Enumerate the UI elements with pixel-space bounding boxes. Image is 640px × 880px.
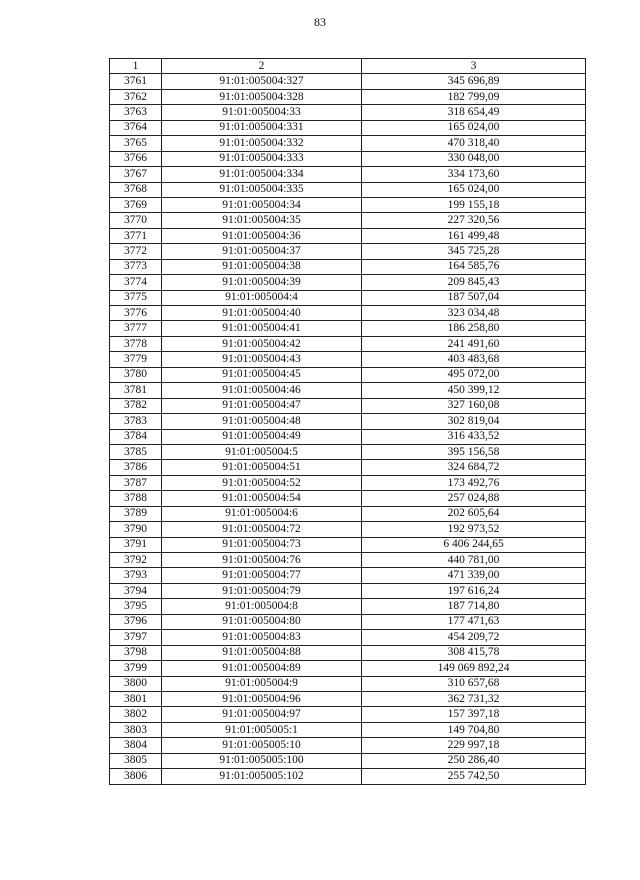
cadastral-number-cell: 91:01:005004:46: [162, 383, 362, 398]
row-number-cell: 3765: [110, 136, 162, 151]
cadastral-number-cell: 91:01:005004:38: [162, 259, 362, 274]
table-row: [110, 583, 586, 598]
cadastral-number-cell: 91:01:005004:42: [162, 336, 362, 351]
table-row: [110, 568, 586, 583]
table-row: [110, 630, 586, 645]
row-number-cell: 3769: [110, 197, 162, 212]
row-number-cell: 3780: [110, 367, 162, 382]
row-number-cell: 3800: [110, 676, 162, 691]
value-cell: 471 339,00: [362, 568, 586, 583]
table-row: [110, 228, 586, 243]
value-cell: 345 725,28: [362, 244, 586, 259]
cadastral-number-cell: 91:01:005004:51: [162, 460, 362, 475]
table-row: [110, 769, 586, 784]
table-row: [110, 167, 586, 182]
table-row: [110, 182, 586, 197]
cadastral-number-cell: 91:01:005004:79: [162, 583, 362, 598]
table-row: [110, 306, 586, 321]
row-number-cell: 3784: [110, 429, 162, 444]
cadastral-number-cell: 91:01:005004:331: [162, 120, 362, 135]
value-cell: 165 024,00: [362, 182, 586, 197]
table-row: [110, 321, 586, 336]
value-cell: 227 320,56: [362, 213, 586, 228]
value-cell: 440 781,00: [362, 553, 586, 568]
table-row: [110, 136, 586, 151]
value-cell: 345 696,89: [362, 74, 586, 89]
value-cell: 187 714,80: [362, 599, 586, 614]
cadastral-number-cell: 91:01:005004:49: [162, 429, 362, 444]
cadastral-number-cell: 91:01:005004:332: [162, 136, 362, 151]
page-number: 83: [314, 15, 326, 29]
value-cell: 318 654,49: [362, 105, 586, 120]
cadastral-number-cell: 91:01:005004:52: [162, 475, 362, 490]
table-row: [110, 429, 586, 444]
value-cell: 209 845,43: [362, 275, 586, 290]
cadastral-number-cell: 91:01:005004:72: [162, 522, 362, 537]
cadastral-number-cell: 91:01:005005:100: [162, 753, 362, 768]
table-row: [110, 599, 586, 614]
cadastral-table: [109, 58, 586, 785]
row-number-cell: 3776: [110, 306, 162, 321]
table-row: [110, 414, 586, 429]
cadastral-number-cell: 91:01:005004:48: [162, 414, 362, 429]
row-number-cell: 3795: [110, 599, 162, 614]
table-row: [110, 352, 586, 367]
cadastral-number-cell: 91:01:005004:333: [162, 151, 362, 166]
table-row: [110, 213, 586, 228]
table-row: [110, 506, 586, 521]
table-row: [110, 553, 586, 568]
row-number-cell: 3763: [110, 105, 162, 120]
row-number-cell: 3772: [110, 244, 162, 259]
table-row: [110, 444, 586, 459]
value-cell: 250 286,40: [362, 753, 586, 768]
row-number-cell: 3799: [110, 661, 162, 676]
row-number-cell: 3793: [110, 568, 162, 583]
table-row: [110, 475, 586, 490]
value-cell: 403 483,68: [362, 352, 586, 367]
table-row: [110, 367, 586, 382]
column-header: 1: [110, 59, 162, 74]
value-cell: 495 072,00: [362, 367, 586, 382]
row-number-cell: 3802: [110, 707, 162, 722]
row-number-cell: 3786: [110, 460, 162, 475]
cadastral-number-cell: 91:01:005004:97: [162, 707, 362, 722]
cadastral-number-cell: 91:01:005004:9: [162, 676, 362, 691]
value-cell: 173 492,76: [362, 475, 586, 490]
row-number-cell: 3798: [110, 645, 162, 660]
row-number-cell: 3796: [110, 614, 162, 629]
cadastral-number-cell: 91:01:005004:35: [162, 213, 362, 228]
value-cell: 330 048,00: [362, 151, 586, 166]
value-cell: 450 399,12: [362, 383, 586, 398]
cadastral-number-cell: 91:01:005005:10: [162, 738, 362, 753]
table-row: [110, 738, 586, 753]
row-number-cell: 3804: [110, 738, 162, 753]
value-cell: 149 704,80: [362, 722, 586, 737]
cadastral-number-cell: 91:01:005004:39: [162, 275, 362, 290]
table-row: [110, 244, 586, 259]
table-row: [110, 522, 586, 537]
row-number-cell: 3785: [110, 444, 162, 459]
table-row: [110, 197, 586, 212]
table-row: [110, 105, 586, 120]
row-number-cell: 3777: [110, 321, 162, 336]
row-number-cell: 3790: [110, 522, 162, 537]
table-row: [110, 89, 586, 104]
value-cell: 202 605,64: [362, 506, 586, 521]
row-number-cell: 3801: [110, 691, 162, 706]
row-number-cell: 3791: [110, 537, 162, 552]
value-cell: 197 616,24: [362, 583, 586, 598]
cadastral-number-cell: 91:01:005004:96: [162, 691, 362, 706]
value-cell: 310 657,68: [362, 676, 586, 691]
column-header: 2: [162, 59, 362, 74]
value-cell: 182 799,09: [362, 89, 586, 104]
value-cell: 324 684,72: [362, 460, 586, 475]
row-number-cell: 3805: [110, 753, 162, 768]
row-number-cell: 3768: [110, 182, 162, 197]
row-number-cell: 3766: [110, 151, 162, 166]
value-cell: 177 471,63: [362, 614, 586, 629]
cadastral-number-cell: 91:01:005004:41: [162, 321, 362, 336]
table-row: [110, 722, 586, 737]
row-number-cell: 3778: [110, 336, 162, 351]
row-number-cell: 3782: [110, 398, 162, 413]
row-number-cell: 3773: [110, 259, 162, 274]
table-header-row: [110, 59, 586, 74]
row-number-cell: 3781: [110, 383, 162, 398]
value-cell: 302 819,04: [362, 414, 586, 429]
cadastral-number-cell: 91:01:005005:102: [162, 769, 362, 784]
table-row: [110, 290, 586, 305]
value-cell: 164 585,76: [362, 259, 586, 274]
cadastral-number-cell: 91:01:005004:80: [162, 614, 362, 629]
value-cell: 395 156,58: [362, 444, 586, 459]
cadastral-number-cell: 91:01:005004:37: [162, 244, 362, 259]
cadastral-number-cell: 91:01:005004:335: [162, 182, 362, 197]
table-row: [110, 275, 586, 290]
value-cell: 334 173,60: [362, 167, 586, 182]
cadastral-number-cell: 91:01:005004:334: [162, 167, 362, 182]
cadastral-number-cell: 91:01:005004:40: [162, 306, 362, 321]
value-cell: 187 507,04: [362, 290, 586, 305]
table-row: [110, 707, 586, 722]
table-row: [110, 676, 586, 691]
value-cell: 199 155,18: [362, 197, 586, 212]
table-row: [110, 74, 586, 89]
row-number-cell: 3792: [110, 553, 162, 568]
table-row: [110, 383, 586, 398]
row-number-cell: 3767: [110, 167, 162, 182]
table-row: [110, 614, 586, 629]
table-row: [110, 398, 586, 413]
cadastral-number-cell: 91:01:005004:327: [162, 74, 362, 89]
row-number-cell: 3762: [110, 89, 162, 104]
cadastral-number-cell: 91:01:005004:45: [162, 367, 362, 382]
cadastral-number-cell: 91:01:005004:6: [162, 506, 362, 521]
row-number-cell: 3770: [110, 213, 162, 228]
value-cell: 161 499,48: [362, 228, 586, 243]
cadastral-number-cell: 91:01:005004:73: [162, 537, 362, 552]
cadastral-number-cell: 91:01:005004:8: [162, 599, 362, 614]
cadastral-number-cell: 91:01:005004:43: [162, 352, 362, 367]
value-cell: 157 397,18: [362, 707, 586, 722]
value-cell: 229 997,18: [362, 738, 586, 753]
cadastral-number-cell: 91:01:005004:34: [162, 197, 362, 212]
row-number-cell: 3788: [110, 491, 162, 506]
row-number-cell: 3771: [110, 228, 162, 243]
row-number-cell: 3787: [110, 475, 162, 490]
cadastral-number-cell: 91:01:005004:76: [162, 553, 362, 568]
table-row: [110, 120, 586, 135]
value-cell: 192 973,52: [362, 522, 586, 537]
cadastral-number-cell: 91:01:005005:1: [162, 722, 362, 737]
cadastral-number-cell: 91:01:005004:54: [162, 491, 362, 506]
table-row: [110, 336, 586, 351]
row-number-cell: 3789: [110, 506, 162, 521]
value-cell: 362 731,32: [362, 691, 586, 706]
table-row: [110, 691, 586, 706]
cadastral-number-cell: 91:01:005004:5: [162, 444, 362, 459]
row-number-cell: 3803: [110, 722, 162, 737]
row-number-cell: 3761: [110, 74, 162, 89]
value-cell: 327 160,08: [362, 398, 586, 413]
value-cell: 470 318,40: [362, 136, 586, 151]
value-cell: 257 024,88: [362, 491, 586, 506]
value-cell: 186 258,80: [362, 321, 586, 336]
value-cell: 308 415,78: [362, 645, 586, 660]
row-number-cell: 3775: [110, 290, 162, 305]
table-row: [110, 259, 586, 274]
value-cell: 454 209,72: [362, 630, 586, 645]
cadastral-number-cell: 91:01:005004:88: [162, 645, 362, 660]
table-row: [110, 460, 586, 475]
table-row: [110, 151, 586, 166]
row-number-cell: 3779: [110, 352, 162, 367]
value-cell: 149 069 892,24: [362, 661, 586, 676]
table-row: [110, 753, 586, 768]
table-row: [110, 491, 586, 506]
row-number-cell: 3806: [110, 769, 162, 784]
cadastral-number-cell: 91:01:005004:4: [162, 290, 362, 305]
value-cell: 165 024,00: [362, 120, 586, 135]
value-cell: 255 742,50: [362, 769, 586, 784]
value-cell: 316 433,52: [362, 429, 586, 444]
cadastral-number-cell: 91:01:005004:33: [162, 105, 362, 120]
table-row: [110, 537, 586, 552]
table-row: [110, 645, 586, 660]
table-row: [110, 661, 586, 676]
row-number-cell: 3764: [110, 120, 162, 135]
cadastral-number-cell: 91:01:005004:83: [162, 630, 362, 645]
cadastral-number-cell: 91:01:005004:89: [162, 661, 362, 676]
column-header: 3: [362, 59, 586, 74]
value-cell: 6 406 244,65: [362, 537, 586, 552]
value-cell: 241 491,60: [362, 336, 586, 351]
cadastral-number-cell: 91:01:005004:36: [162, 228, 362, 243]
row-number-cell: 3797: [110, 630, 162, 645]
row-number-cell: 3794: [110, 583, 162, 598]
value-cell: 323 034,48: [362, 306, 586, 321]
row-number-cell: 3774: [110, 275, 162, 290]
cadastral-number-cell: 91:01:005004:77: [162, 568, 362, 583]
cadastral-number-cell: 91:01:005004:328: [162, 89, 362, 104]
cadastral-number-cell: 91:01:005004:47: [162, 398, 362, 413]
row-number-cell: 3783: [110, 414, 162, 429]
